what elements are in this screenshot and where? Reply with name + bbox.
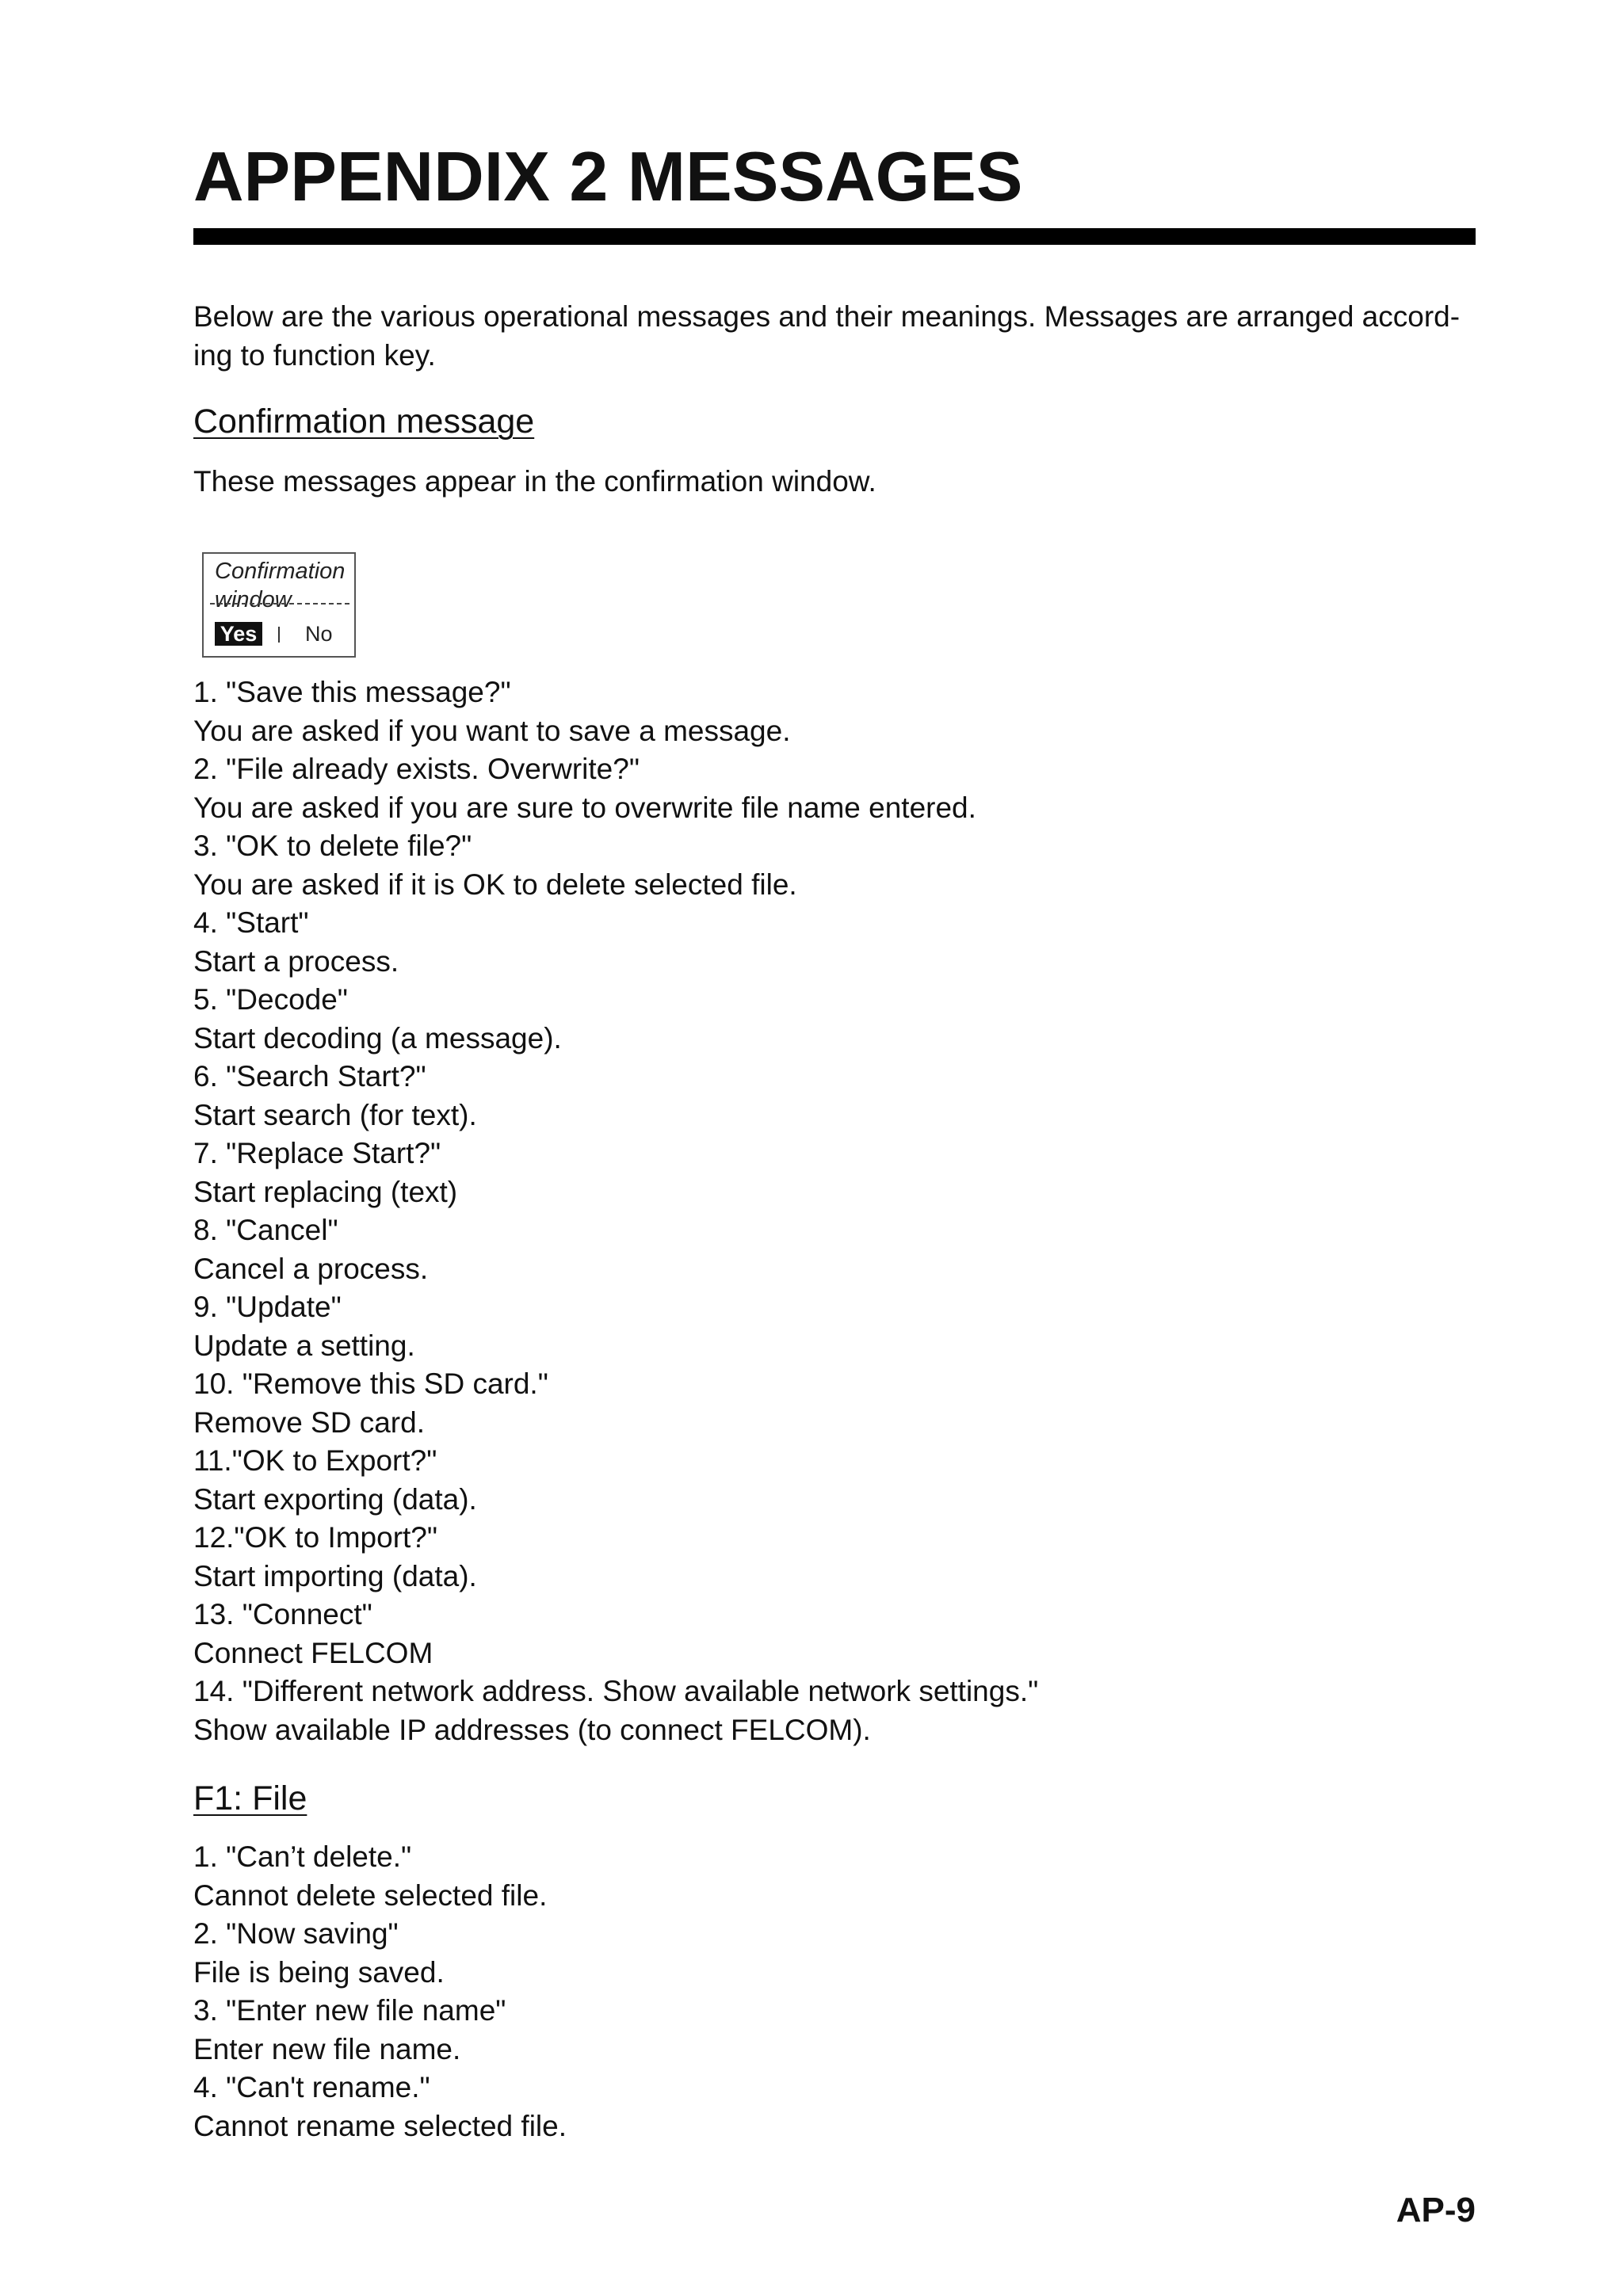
list-item bbox=[193, 673, 1038, 750]
f1-file-heading: F1: File bbox=[193, 1779, 307, 1817]
f1-file-message-list bbox=[193, 1838, 567, 2145]
message-text: 12."OK to Import?" bbox=[193, 1521, 438, 1554]
message-meaning: Start exporting (data). bbox=[193, 1482, 477, 1516]
list-item bbox=[193, 1992, 567, 2069]
list-item bbox=[193, 750, 1038, 827]
message-meaning: Start a process. bbox=[193, 944, 399, 978]
message-meaning: Start replacing (text) bbox=[193, 1175, 458, 1208]
message-meaning: You are asked if you are sure to overwrite file name entered. bbox=[193, 791, 976, 824]
message-meaning: Enter new file name. bbox=[193, 2032, 461, 2065]
page-number: AP-9 bbox=[1396, 2191, 1476, 2229]
message-text: 13. "Connect" bbox=[193, 1598, 372, 1630]
message-text: 3. "Enter new file name" bbox=[193, 1994, 506, 2027]
message-text: 1. "Save this message?" bbox=[193, 676, 511, 708]
message-meaning: Cancel a process. bbox=[193, 1252, 429, 1285]
message-meaning: Remove SD card. bbox=[193, 1405, 425, 1439]
message-text: 6. "Search Start?" bbox=[193, 1060, 426, 1093]
list-item bbox=[193, 2069, 567, 2145]
list-item bbox=[193, 1915, 567, 1992]
list-item bbox=[193, 827, 1038, 904]
message-text: 3. "OK to delete file?" bbox=[193, 830, 472, 862]
no-button: No bbox=[305, 622, 333, 646]
intro-line-2: ing to function key. bbox=[193, 338, 436, 372]
list-item bbox=[193, 1672, 1038, 1749]
message-text: 10. "Remove this SD card." bbox=[193, 1367, 548, 1400]
list-item bbox=[193, 1365, 1038, 1442]
confirmation-message-list bbox=[193, 673, 1038, 1749]
message-meaning: File is being saved. bbox=[193, 1955, 445, 1989]
confirmation-window-title-line2: window bbox=[215, 587, 292, 612]
message-text: 1. "Can’t delete." bbox=[193, 1840, 412, 1873]
message-text: 5. "Decode" bbox=[193, 983, 348, 1016]
confirmation-heading: Confirmation message bbox=[193, 402, 535, 441]
list-item bbox=[193, 1442, 1038, 1519]
message-text: 2. "Now saving" bbox=[193, 1917, 399, 1950]
message-text: 9. "Update" bbox=[193, 1291, 342, 1323]
message-text: 4. "Start" bbox=[193, 906, 309, 939]
message-meaning: Show available IP addresses (to connect FELCOM). bbox=[193, 1713, 871, 1746]
list-item bbox=[193, 1596, 1038, 1672]
option-separator bbox=[278, 627, 280, 643]
message-meaning: Start decoding (a message). bbox=[193, 1021, 562, 1055]
confirmation-window-illustration bbox=[202, 552, 356, 658]
dashed-divider bbox=[210, 603, 349, 605]
confirmation-description: These messages appear in the confirmation window. bbox=[193, 465, 876, 498]
list-item bbox=[193, 1211, 1038, 1288]
list-item bbox=[193, 1838, 567, 1915]
message-text: 2. "File already exists. Overwrite?" bbox=[193, 753, 640, 785]
message-meaning: You are asked if it is OK to delete selected file. bbox=[193, 868, 797, 901]
message-meaning: Start importing (data). bbox=[193, 1559, 477, 1592]
list-item bbox=[193, 1135, 1038, 1211]
list-item bbox=[193, 981, 1038, 1058]
yes-button: Yes bbox=[215, 622, 262, 646]
title-rule bbox=[193, 228, 1476, 245]
intro-paragraph bbox=[193, 298, 1476, 375]
list-item bbox=[193, 1288, 1038, 1365]
message-meaning: Connect FELCOM bbox=[193, 1636, 433, 1669]
list-item bbox=[193, 1058, 1038, 1135]
message-meaning: Start search (for text). bbox=[193, 1098, 477, 1131]
message-meaning: Update a setting. bbox=[193, 1329, 415, 1362]
intro-line-1: Below are the various operational messages and their meanings. Messages are arranged accord- bbox=[193, 300, 1461, 333]
page-title: APPENDIX 2 MESSAGES bbox=[193, 137, 1023, 215]
message-meaning: Cannot rename selected file. bbox=[193, 2109, 567, 2142]
message-text: 7. "Replace Start?" bbox=[193, 1137, 441, 1169]
message-text: 11."OK to Export?" bbox=[193, 1444, 437, 1477]
list-item bbox=[193, 904, 1038, 981]
confirmation-window-title-line1: Confirmation bbox=[215, 559, 346, 584]
message-meaning: You are asked if you want to save a message. bbox=[193, 714, 791, 747]
message-text: 4. "Can't rename." bbox=[193, 2071, 430, 2103]
message-meaning: Cannot delete selected file. bbox=[193, 1878, 548, 1912]
list-item bbox=[193, 1519, 1038, 1596]
message-text: 14. "Different network address. Show available network settings." bbox=[193, 1675, 1039, 1707]
confirmation-window-title bbox=[215, 557, 345, 614]
message-text: 8. "Cancel" bbox=[193, 1214, 338, 1246]
